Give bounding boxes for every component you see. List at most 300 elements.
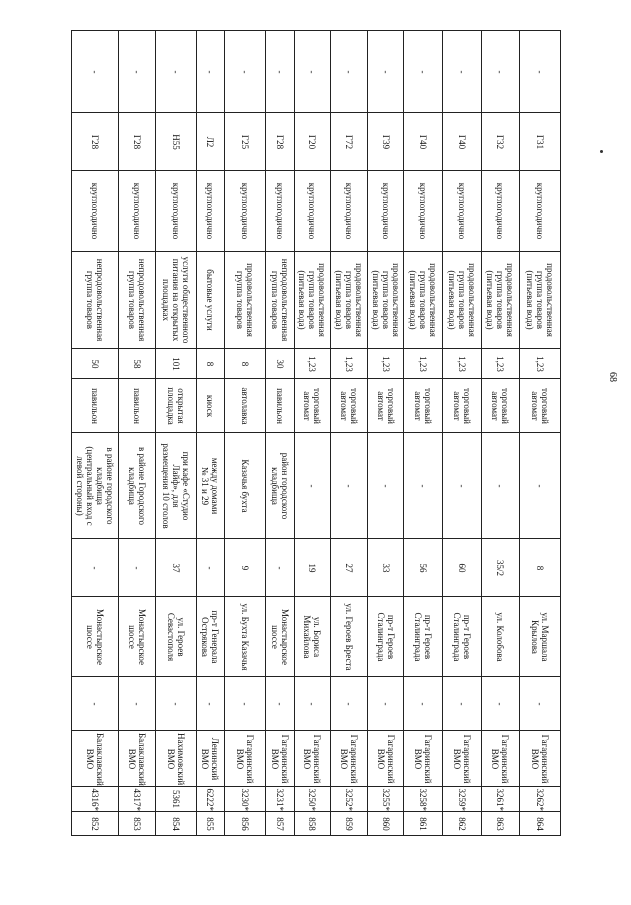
cell-text: непродовольственная группа товаров — [270, 258, 291, 342]
table-cell-street — [443, 596, 481, 676]
table-cell-c13 — [331, 31, 367, 112]
table-cell-area — [197, 348, 224, 378]
table-cell-house — [266, 538, 294, 596]
cell-text: 1,23 — [307, 355, 318, 372]
table-cell-type — [520, 378, 560, 432]
table-cell-house — [368, 538, 403, 596]
cell-text: 8 — [205, 361, 216, 366]
table-cell-street — [156, 596, 195, 676]
cell-text: - — [131, 70, 142, 73]
cell-text: ул. Маршала Крылова — [529, 611, 550, 662]
table-cell-c4 — [225, 676, 266, 730]
table-cell-type — [482, 378, 518, 432]
cell-text: - — [456, 702, 467, 705]
cell-text: Гагаринский ВМО — [490, 734, 511, 783]
cell-text: круглогодично — [534, 182, 545, 240]
cell-text: услуги общественного питания на открытых площадках — [160, 256, 191, 344]
cell-text: - — [275, 566, 286, 569]
table-cell-house — [520, 538, 560, 596]
table-cell-period — [368, 170, 403, 251]
table-cell-c13 — [368, 31, 403, 112]
cell-text: Г28 — [131, 134, 142, 149]
table-cell-c4 — [404, 676, 441, 730]
cell-text: 1,23 — [495, 355, 506, 372]
cell-text: - — [131, 566, 142, 569]
table-cell-district — [72, 730, 118, 786]
cell-text: Гагаринский ВМО — [375, 734, 396, 783]
cell-text: ул. Бориса Михайлова — [302, 614, 323, 659]
table-cell-code — [482, 786, 518, 811]
table-cell-spec — [225, 251, 266, 348]
cell-text: - — [343, 484, 354, 487]
table-cell-period — [197, 170, 224, 251]
cell-text: круглогодично — [89, 182, 100, 240]
table-cell-c13 — [119, 31, 155, 112]
table-cell-code — [520, 786, 560, 811]
table-cell-zone — [266, 112, 294, 170]
cell-text: 858 — [307, 816, 318, 831]
cell-text: - — [380, 70, 391, 73]
table-cell-code — [197, 786, 224, 811]
cell-text: круглогодично — [275, 182, 286, 240]
table-cell-area — [225, 348, 266, 378]
cell-text: - — [239, 70, 250, 73]
cell-text: - — [417, 702, 428, 705]
table-cell-period — [156, 170, 195, 251]
table-cell-street — [482, 596, 518, 676]
cell-text: в районе городского кладбища (центральный вход с левой стороны) — [74, 445, 115, 526]
table-cell-c13 — [295, 31, 329, 112]
cell-text: - — [275, 702, 286, 705]
table-cell-street — [295, 596, 329, 676]
table-cell-district — [197, 730, 224, 786]
table-cell-house — [197, 538, 224, 596]
cell-text: - — [534, 70, 545, 73]
cell-text: 35/2 — [495, 559, 506, 576]
cell-text: ул. Героев Бреста — [343, 602, 354, 671]
cell-text: - — [456, 484, 467, 487]
table-cell-spec — [520, 251, 560, 348]
cell-text: - — [456, 70, 467, 73]
table-cell-type — [295, 378, 329, 432]
table-cell-c13 — [482, 31, 518, 112]
table-cell-landmark — [331, 432, 367, 538]
table-cell-house — [443, 538, 481, 596]
cell-text: - — [89, 566, 100, 569]
table-row — [225, 31, 267, 835]
cell-text: Балаклавский ВМО — [84, 732, 105, 786]
table-cell-num — [225, 811, 266, 835]
table-cell-street — [331, 596, 367, 676]
table-cell-zone — [72, 112, 118, 170]
table-cell-zone — [156, 112, 195, 170]
cell-text: в районе Городского кладбища — [126, 446, 147, 525]
cell-text: 60 — [456, 563, 467, 572]
cell-text: продовольственная группа товаров (питьевая вода) — [524, 263, 555, 337]
cell-text: - — [89, 70, 100, 73]
cell-text: продовольственная группа товаров — [234, 263, 255, 337]
cell-text: - — [417, 70, 428, 73]
cell-text: торговый автомат — [529, 387, 550, 424]
table-cell-c13 — [197, 31, 224, 112]
table-cell-landmark — [72, 432, 118, 538]
table-cell-code — [404, 786, 441, 811]
table-cell-house — [331, 538, 367, 596]
cell-text: 861 — [417, 816, 428, 831]
table-cell-period — [295, 170, 329, 251]
table-cell-num — [197, 811, 224, 835]
cell-text: 859 — [343, 816, 354, 831]
table-cell-district — [225, 730, 266, 786]
table-cell-code — [295, 786, 329, 811]
table-cell-area — [443, 348, 481, 378]
table-cell-street — [266, 596, 294, 676]
table-cell-house — [119, 538, 155, 596]
table-cell-landmark — [404, 432, 441, 538]
table-cell-landmark — [520, 432, 560, 538]
cell-text: киоск — [205, 394, 216, 417]
table-cell-landmark — [295, 432, 329, 538]
table-cell-landmark — [482, 432, 518, 538]
table-cell-district — [404, 730, 441, 786]
table-cell-street — [197, 596, 224, 676]
table-cell-num — [119, 811, 155, 835]
table-cell-district — [482, 730, 518, 786]
table-cell-spec — [295, 251, 329, 348]
cell-text: 854 — [170, 816, 181, 831]
table-cell-type — [368, 378, 403, 432]
table-cell-zone — [368, 112, 403, 170]
cell-text: автолавка — [239, 386, 250, 425]
table-row — [156, 31, 196, 835]
cell-text: бытовые услуги — [205, 269, 216, 331]
table-cell-landmark — [266, 432, 294, 538]
table-cell-code — [266, 786, 294, 811]
cell-text: круглогодично — [131, 182, 142, 240]
cell-text: - — [239, 702, 250, 705]
cell-text: 50 — [89, 359, 100, 368]
table-cell-landmark — [225, 432, 266, 538]
cell-text: пр-т Героев Сталинграда — [375, 612, 396, 661]
table-cell-num — [520, 811, 560, 835]
table-cell-district — [156, 730, 195, 786]
cell-text: пр-т Генерала Острякова — [200, 610, 221, 663]
table-cell-c13 — [266, 31, 294, 112]
cell-text: 3250* — [307, 788, 318, 811]
cell-text: 856 — [239, 816, 250, 831]
cell-text: 9 — [239, 565, 250, 570]
table-cell-num — [266, 811, 294, 835]
table-cell-type — [225, 378, 266, 432]
cell-text: торговый автомат — [451, 387, 472, 424]
table-cell-type — [119, 378, 155, 432]
cell-text: 58 — [131, 359, 142, 368]
cell-text: Ленинский ВМО — [200, 737, 221, 780]
cell-text: между домами № 31 и 29 — [200, 457, 221, 514]
table-cell-c4 — [331, 676, 367, 730]
cell-text: продовольственная группа товаров (питьевая вода) — [407, 263, 438, 337]
cell-text: ул. Бухта Казачья — [239, 603, 250, 670]
cell-text: 862 — [456, 816, 467, 831]
cell-text: - — [380, 702, 391, 705]
cell-text: круглогодично — [456, 182, 467, 240]
table-cell-street — [368, 596, 403, 676]
cell-text: 855 — [205, 816, 216, 831]
cell-text: 19 — [307, 563, 318, 572]
table-cell-area — [368, 348, 403, 378]
table-cell-area — [404, 348, 441, 378]
table-cell-type — [197, 378, 224, 432]
cell-text: 8 — [534, 565, 545, 570]
cell-text: круглогодично — [307, 182, 318, 240]
cell-text: - — [495, 70, 506, 73]
table-cell-house — [404, 538, 441, 596]
table-cell-zone — [197, 112, 224, 170]
table-cell-zone — [225, 112, 266, 170]
cell-text: непродовольственная группа товаров — [126, 258, 147, 342]
table-cell-period — [119, 170, 155, 251]
cell-text: 3255* — [380, 788, 391, 811]
cell-text: Гагаринский ВМО — [412, 734, 433, 783]
table-cell-num — [368, 811, 403, 835]
table-cell-type — [72, 378, 118, 432]
cell-text: Г32 — [495, 134, 506, 149]
cell-text: торговый автомат — [302, 387, 323, 424]
table-cell-num — [295, 811, 329, 835]
cell-text: круглогодично — [417, 182, 428, 240]
table-cell-zone — [295, 112, 329, 170]
table-cell-spec — [368, 251, 403, 348]
table-cell-house — [225, 538, 266, 596]
table-cell-c13 — [443, 31, 481, 112]
table-row — [72, 31, 119, 835]
scan-dot — [600, 150, 603, 153]
cell-text: 3262* — [534, 788, 545, 811]
table-cell-period — [482, 170, 518, 251]
cell-text: Г28 — [275, 134, 286, 149]
table-cell-landmark — [156, 432, 195, 538]
cell-text: Г40 — [456, 134, 467, 149]
table-row — [197, 31, 225, 835]
cell-text: Гагаринский ВМО — [302, 734, 323, 783]
cell-text: Гагаринский ВМО — [270, 734, 291, 783]
table-cell-num — [443, 811, 481, 835]
table-cell-area — [482, 348, 518, 378]
table-cell-district — [520, 730, 560, 786]
cell-text: 6222* — [205, 788, 216, 811]
table-cell-period — [443, 170, 481, 251]
table-cell-c4 — [197, 676, 224, 730]
table-cell-district — [266, 730, 294, 786]
cell-text: Монастырское шоссе — [84, 608, 105, 665]
cell-text: 3230* — [239, 788, 250, 811]
cell-text: 3261* — [495, 788, 506, 811]
table-row — [520, 31, 560, 835]
table-cell-district — [443, 730, 481, 786]
table-cell-district — [368, 730, 403, 786]
table-cell-period — [72, 170, 118, 251]
table-cell-c4 — [368, 676, 403, 730]
cell-text: 3259* — [456, 788, 467, 811]
cell-text: - — [205, 70, 216, 73]
table-cell-num — [404, 811, 441, 835]
cell-text: - — [170, 70, 181, 73]
cell-text: - — [417, 484, 428, 487]
cell-text: Монастырское шоссе — [126, 608, 147, 665]
table-cell-c4 — [72, 676, 118, 730]
cell-text: - — [534, 702, 545, 705]
table-cell-code — [331, 786, 367, 811]
table-cell-spec — [197, 251, 224, 348]
table-cell-period — [266, 170, 294, 251]
table-cell-street — [119, 596, 155, 676]
table-cell-period — [520, 170, 560, 251]
cell-text: 5361 — [170, 790, 181, 808]
cell-text: 1,23 — [417, 355, 428, 372]
table-row — [368, 31, 404, 835]
table-row — [266, 31, 295, 835]
cell-text: продовольственная группа товаров (питьевая вода) — [297, 263, 328, 337]
cell-text: 1,23 — [534, 355, 545, 372]
table-cell-street — [520, 596, 560, 676]
table-cell-landmark — [119, 432, 155, 538]
cell-text: открытая площадка — [165, 386, 186, 425]
table-cell-area — [266, 348, 294, 378]
cell-text: торговый автомат — [338, 387, 359, 424]
table-cell-c4 — [443, 676, 481, 730]
cell-text: Казачья бухта — [239, 458, 250, 513]
cell-text: павильон — [89, 387, 100, 424]
table-cell-landmark — [197, 432, 224, 538]
table-cell-spec — [404, 251, 441, 348]
table-cell-c4 — [266, 676, 294, 730]
table-cell-c13 — [156, 31, 195, 112]
cell-text: пр-т Героев Сталинграда — [451, 612, 472, 661]
table-cell-code — [119, 786, 155, 811]
cell-text: продовольственная группа товаров (питьевая вода) — [370, 263, 401, 337]
table-cell-district — [331, 730, 367, 786]
table-cell-spec — [482, 251, 518, 348]
cell-text: - — [307, 484, 318, 487]
table-cell-district — [119, 730, 155, 786]
table-cell-c4 — [119, 676, 155, 730]
cell-text: 101 — [170, 356, 181, 371]
table-cell-house — [295, 538, 329, 596]
table-cell-c13 — [225, 31, 266, 112]
cell-text: круглогодично — [495, 182, 506, 240]
table-cell-district — [295, 730, 329, 786]
table-row — [404, 31, 442, 835]
table-cell-zone — [482, 112, 518, 170]
cell-text: Гагаринский ВМО — [234, 734, 255, 783]
table-cell-num — [482, 811, 518, 835]
table-cell-code — [156, 786, 195, 811]
cell-text: 860 — [380, 816, 391, 831]
table-cell-house — [156, 538, 195, 596]
cell-text: 3231* — [275, 788, 286, 811]
table-cell-period — [225, 170, 266, 251]
table-cell-house — [72, 538, 118, 596]
cell-text: Нахимовский ВМО — [165, 732, 186, 785]
table-cell-area — [119, 348, 155, 378]
cell-text: - — [275, 70, 286, 73]
table-cell-type — [404, 378, 441, 432]
table-cell-c4 — [156, 676, 195, 730]
table-cell-c13 — [404, 31, 441, 112]
cell-text: - — [89, 702, 100, 705]
cell-text: 33 — [380, 563, 391, 572]
cell-text: Г28 — [89, 134, 100, 149]
cell-text: продовольственная группа товаров (питьевая вода) — [446, 263, 477, 337]
table-row — [295, 31, 330, 835]
table-cell-zone — [404, 112, 441, 170]
table-row — [331, 31, 368, 835]
cell-text: - — [307, 70, 318, 73]
table-cell-spec — [119, 251, 155, 348]
cell-text: - — [205, 702, 216, 705]
cell-text: район городского кладбища — [270, 452, 291, 519]
cell-text: 3258* — [417, 788, 428, 811]
cell-text: круглогодично — [205, 182, 216, 240]
table-cell-area — [331, 348, 367, 378]
cell-text: - — [170, 702, 181, 705]
cell-text: 4316* — [89, 788, 100, 811]
cell-text: - — [495, 702, 506, 705]
cell-text: - — [343, 70, 354, 73]
table-cell-spec — [443, 251, 481, 348]
cell-text: ул. Колобова — [495, 611, 506, 662]
table-cell-num — [156, 811, 195, 835]
cell-text: Г31 — [534, 134, 545, 149]
cell-text: 30 — [275, 359, 286, 368]
table-cell-spec — [156, 251, 195, 348]
table-cell-period — [331, 170, 367, 251]
cell-text: непродовольственная группа товаров — [84, 258, 105, 342]
cell-text: продовольственная группа товаров (питьевая вода) — [333, 263, 364, 337]
table-cell-code — [72, 786, 118, 811]
table-cell-period — [404, 170, 441, 251]
cell-text: - — [205, 566, 216, 569]
table-cell-zone — [331, 112, 367, 170]
cell-text: Гагаринский ВМО — [338, 734, 359, 783]
cell-text: Г39 — [380, 134, 391, 149]
table-cell-num — [72, 811, 118, 835]
cell-text: 1,23 — [380, 355, 391, 372]
table-cell-spec — [331, 251, 367, 348]
cell-text: продовольственная группа товаров (питьевая вода) — [485, 263, 516, 337]
cell-text: - — [380, 484, 391, 487]
cell-text: 853 — [131, 816, 142, 831]
cell-text: при кафе «Студио Лайф», для размещения 10 столов — [160, 442, 191, 529]
table-cell-area — [72, 348, 118, 378]
cell-text: 56 — [417, 563, 428, 572]
table-cell-zone — [443, 112, 481, 170]
cell-text: павильон — [275, 387, 286, 424]
cell-text: - — [534, 484, 545, 487]
cell-text: 852 — [89, 816, 100, 831]
cell-text: Балаклавский ВМО — [126, 732, 147, 786]
table-cell-type — [156, 378, 195, 432]
table-cell-code — [368, 786, 403, 811]
table-cell-house — [482, 538, 518, 596]
table-cell-zone — [119, 112, 155, 170]
cell-text: торговый автомат — [375, 387, 396, 424]
table-cell-landmark — [368, 432, 403, 538]
cell-text: 1,23 — [343, 355, 354, 372]
cell-text: 857 — [275, 816, 286, 831]
table-cell-zone — [520, 112, 560, 170]
cell-text: 3252* — [343, 788, 354, 811]
